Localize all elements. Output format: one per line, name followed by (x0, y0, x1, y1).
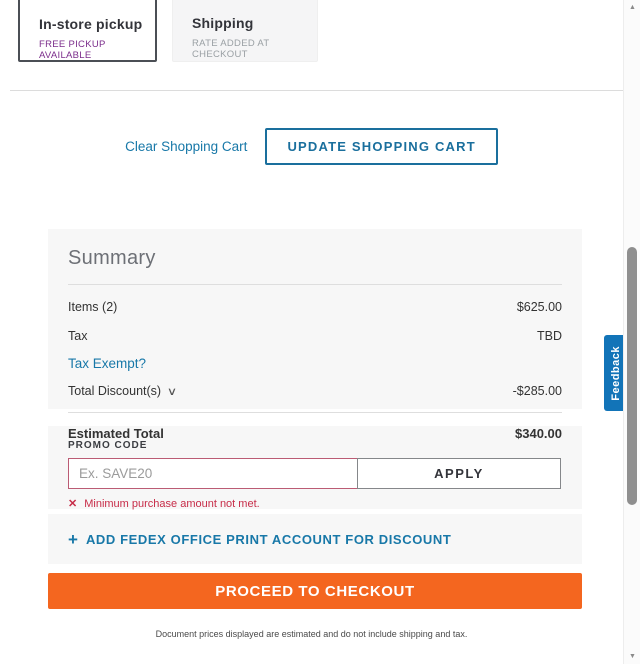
tax-exempt-link[interactable]: Tax Exempt? (68, 356, 147, 371)
promo-code-label: PROMO CODE (68, 440, 148, 451)
estimated-total-label: Estimated Total (68, 426, 164, 441)
pickup-tab-title: In-store pickup (39, 16, 143, 32)
summary-row-items (68, 300, 562, 314)
summary-row-discount (68, 384, 562, 398)
tax-exempt-row (68, 356, 562, 371)
summary-row-tax (68, 329, 562, 343)
discount-label: Total Discount(s) (68, 384, 162, 398)
items-value: $625.00 (516, 300, 562, 314)
tab-shipping[interactable] (172, 0, 318, 62)
fulfillment-options (18, 0, 623, 62)
items-label: Items (2) (68, 300, 118, 314)
shipping-tab-title: Shipping (192, 15, 254, 31)
summary-panel (48, 229, 582, 441)
estimated-total-value: $340.00 (515, 426, 562, 441)
plus-icon: + (68, 529, 78, 549)
total-divider (68, 412, 562, 413)
add-print-account-label: ADD FEDEX OFFICE PRINT ACCOUNT FOR DISCOUNT (85, 531, 452, 547)
error-x-icon: ✕ (68, 498, 78, 510)
pickup-tab-subtitle: FREE PICKUP AVAILABLE (39, 39, 106, 61)
chevron-down-icon: ∨ (166, 385, 178, 398)
cart-actions (0, 128, 623, 165)
scroll-down-icon[interactable]: ▼ (629, 653, 636, 660)
summary-title: Summary (68, 247, 156, 269)
price-disclaimer: Document prices displayed are estimated and do not include shipping and tax. (155, 629, 468, 639)
tab-in-store-pickup[interactable] (18, 0, 157, 62)
scroll-up-icon[interactable]: ▲ (629, 4, 636, 11)
add-print-account-row[interactable] (48, 514, 582, 564)
feedback-label: Feedback (609, 345, 622, 401)
shipping-tab-subtitle: RATE ADDED AT CHECKOUT (192, 38, 270, 60)
promo-error-message (68, 497, 562, 510)
error-text: Minimum purchase amount not met. (84, 497, 260, 510)
tax-value: TBD (537, 329, 562, 343)
promo-code-input[interactable] (68, 458, 358, 489)
promo-input-row (68, 458, 562, 489)
vertical-scrollbar[interactable] (623, 0, 640, 664)
section-divider (10, 90, 623, 91)
discount-value: -$285.00 (512, 384, 562, 398)
tax-label: Tax (68, 329, 88, 343)
proceed-to-checkout-button[interactable]: PROCEED TO CHECKOUT (48, 573, 582, 609)
discount-toggle[interactable] (68, 384, 176, 398)
apply-promo-button[interactable]: APPLY (357, 458, 561, 489)
update-shopping-cart-button[interactable]: UPDATE SHOPPING CART (265, 128, 497, 165)
scrollbar-thumb[interactable] (627, 247, 637, 505)
clear-shopping-cart-link[interactable]: Clear Shopping Cart (125, 139, 248, 154)
summary-divider (68, 284, 562, 285)
